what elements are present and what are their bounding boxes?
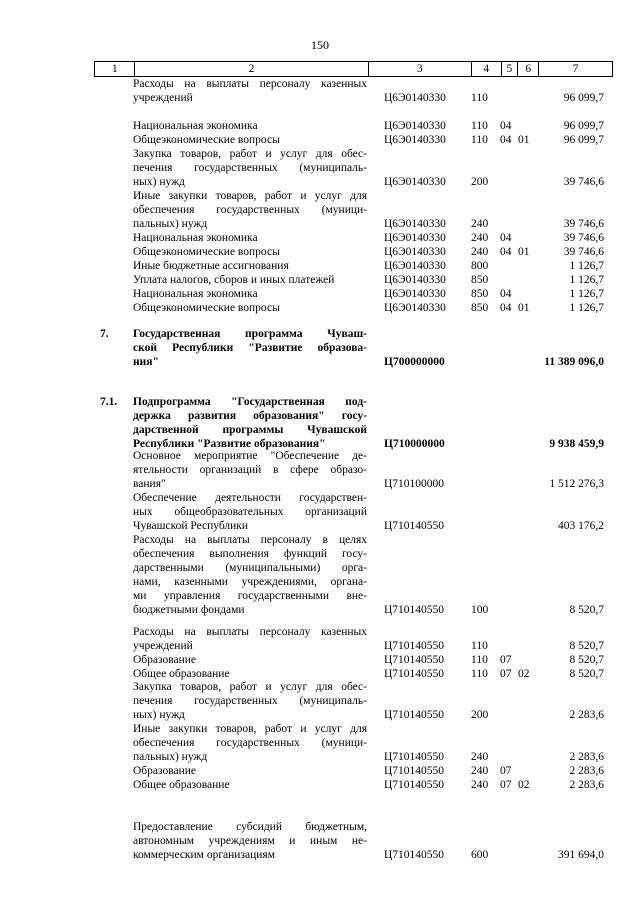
section-code: 04 (500, 302, 512, 314)
row-name-line: автономным учреждениям и иным не- (133, 834, 367, 847)
amount: 11 389 096,0 (544, 355, 604, 368)
row-name-line: Закупка товаров, работ и услуг для обес- (133, 681, 367, 693)
row-number: 7. (100, 328, 109, 340)
row-name-line: Расходы на выплаты персоналу в целях (133, 534, 367, 546)
expense-type: 100 (471, 603, 489, 616)
row-name-line: Государственная программа Чуваш- (133, 328, 367, 340)
row-name (133, 274, 367, 288)
row-name-line: Иные бюджетные ассигнования (133, 260, 289, 272)
row-name (133, 134, 367, 148)
target-code: Ц6Э0140330 (384, 91, 446, 104)
row-name-line: Подпрограмма "Государственная под- (133, 396, 367, 408)
column-header: 5 (501, 62, 518, 77)
row-name-line: Расходы на выплаты персоналу казенных (133, 626, 367, 638)
expense-type: 110 (471, 668, 488, 680)
row-name-line: дарственными (муниципальными) орга- (133, 561, 367, 574)
row-name-line: Обеспечение деятельности государствен- (133, 492, 367, 504)
expense-type: 110 (471, 120, 488, 132)
row-name-line: Общеэкономические вопросы (133, 246, 280, 258)
amount: 8 520,7 (569, 603, 604, 616)
column-header: 7 (539, 62, 613, 77)
subsection-code: 01 (518, 246, 530, 258)
column-header: 4 (471, 62, 501, 77)
row-name-line: Расходы на выплаты персоналу казенных (133, 78, 367, 90)
row-name (133, 190, 367, 232)
target-code: Ц6Э0140330 (384, 260, 446, 272)
amount: 391 694,0 (558, 848, 604, 861)
row-name-line: пальных) нужд (133, 750, 208, 763)
row-name-line: вания" (133, 477, 166, 490)
row-name-line: Иные закупки товаров, работ и услуг для (133, 190, 367, 202)
amount: 1 126,7 (569, 302, 604, 314)
expense-type: 800 (471, 260, 489, 272)
section-code: 04 (500, 120, 512, 132)
row-name (133, 534, 367, 617)
section-code: 07 (500, 765, 512, 777)
expense-type: 240 (471, 779, 489, 791)
row-name-line: Основное мероприятие "Обеспечение де- (133, 450, 367, 462)
row-name-line: Республики "Развитие образования" (133, 437, 326, 450)
section-code: 04 (500, 246, 512, 258)
row-name-line: ных) нужд (133, 708, 185, 721)
row-name-line: Образование (133, 654, 197, 666)
amount: 39 746,6 (563, 217, 604, 230)
amount: 1 126,7 (569, 260, 604, 272)
amount: 8 520,7 (569, 654, 604, 666)
row-name (133, 492, 367, 534)
row-name-line: ятельности организаций в сфере образо- (133, 463, 367, 476)
expense-type: 240 (471, 750, 489, 763)
target-code: Ц6Э0140330 (384, 232, 446, 244)
row-name-line: бюджетными фондами (133, 603, 245, 616)
row-name-line: ния" (133, 355, 159, 368)
row-name (133, 821, 367, 863)
expense-type: 240 (471, 217, 489, 230)
target-code: Ц710140550 (384, 603, 445, 616)
subsection-code: 02 (518, 668, 530, 680)
target-code: Ц6Э0140330 (384, 120, 446, 132)
amount: 39 746,6 (563, 232, 604, 244)
expense-type: 850 (471, 302, 489, 314)
row-name (133, 232, 367, 246)
row-name-line: печения государственных (муниципаль- (133, 161, 367, 174)
amount: 1 126,7 (569, 274, 604, 286)
row-name-line: Иные закупки товаров, работ и услуг для (133, 723, 367, 735)
row-name (133, 396, 367, 452)
row-number: 7.1. (100, 396, 118, 408)
row-name (133, 450, 367, 492)
amount: 8 520,7 (569, 639, 604, 652)
row-name-line: Общее образование (133, 779, 230, 791)
target-code: Ц710140550 (384, 668, 445, 680)
amount: 2 283,6 (569, 765, 604, 777)
expense-type: 850 (471, 274, 489, 286)
row-name-line: учреждений (133, 639, 193, 652)
row-name-line: ми управления государственными вне- (133, 589, 367, 602)
expense-type: 200 (471, 708, 489, 721)
row-name-line: Закупка товаров, работ и услуг для обес- (133, 148, 367, 160)
target-code: Ц710140550 (384, 654, 445, 666)
row-name-line: ской Республики "Развитие образова- (133, 341, 367, 354)
target-code: Ц710140550 (384, 765, 445, 777)
amount: 2 283,6 (569, 750, 604, 763)
section-code: 07 (500, 779, 512, 791)
amount: 403 176,2 (558, 519, 604, 532)
section-code: 04 (500, 288, 512, 300)
row-name-line: печения государственных (муниципаль- (133, 694, 367, 707)
amount: 2 283,6 (569, 708, 604, 721)
amount: 96 099,7 (563, 91, 604, 104)
expense-type: 110 (471, 639, 488, 652)
row-name-line: учреждений (133, 91, 193, 104)
row-name-line: Общее образование (133, 668, 230, 680)
column-header-row (94, 61, 613, 77)
column-header: 1 (95, 62, 135, 77)
column-header: 6 (518, 62, 539, 77)
target-code: Ц710140550 (384, 848, 445, 861)
row-name-line: Уплата налогов, сборов и иных платежей (133, 274, 335, 286)
amount: 39 746,6 (563, 175, 604, 188)
row-name-line: Предоставление субсидий бюджетным, (133, 821, 367, 833)
row-name-line: коммерческим организациям (133, 848, 275, 861)
target-code: Ц710140550 (384, 639, 445, 652)
amount: 2 283,6 (569, 779, 604, 791)
expense-type: 600 (471, 848, 489, 861)
row-name (133, 260, 367, 274)
target-code: Ц710140550 (384, 519, 445, 532)
expense-type: 850 (471, 288, 489, 300)
expense-type: 110 (471, 91, 488, 104)
row-name-line: обеспечения выполнения функций госу- (133, 547, 367, 560)
row-name-line: пальных) нужд (133, 217, 208, 230)
row-name (133, 78, 367, 106)
page-number: 150 (311, 38, 329, 52)
section-code: 04 (500, 134, 512, 146)
row-name (133, 328, 367, 370)
row-name-line: обеспечения государственных (муници- (133, 736, 367, 749)
row-name (133, 246, 367, 260)
column-header: 3 (368, 62, 471, 77)
section-code: 04 (500, 232, 512, 244)
target-code: Ц710100000 (384, 477, 445, 490)
row-name (133, 288, 367, 302)
expense-type: 240 (471, 232, 489, 244)
expense-type: 110 (471, 654, 488, 666)
row-name (133, 148, 367, 190)
target-code: Ц6Э0140330 (384, 246, 446, 258)
target-code: Ц6Э0140330 (384, 302, 446, 314)
row-name-line: держка развития образования" госу- (133, 409, 367, 422)
target-code: Ц710000000 (384, 437, 445, 450)
row-name (133, 302, 367, 316)
row-name (133, 668, 367, 682)
subsection-code: 01 (518, 302, 530, 314)
amount: 39 746,6 (563, 246, 604, 258)
target-code: Ц6Э0140330 (384, 217, 446, 230)
subsection-code: 01 (518, 134, 530, 146)
row-name-line: Общеэкономические вопросы (133, 134, 280, 146)
row-name-line: Образование (133, 765, 197, 777)
row-name (133, 681, 367, 723)
row-name (133, 626, 367, 654)
row-name-line: дарственной программы Чувашской (133, 423, 367, 436)
row-name (133, 765, 367, 779)
row-name-line: Национальная экономика (133, 120, 258, 132)
column-header: 2 (135, 62, 368, 77)
amount: 8 520,7 (569, 668, 604, 680)
expense-type: 200 (471, 175, 489, 188)
target-code: Ц6Э0140330 (384, 134, 446, 146)
row-name-line: обеспечения государственных (муници- (133, 203, 367, 216)
row-name (133, 120, 367, 134)
row-name (133, 779, 367, 793)
row-name (133, 654, 367, 668)
target-code: Ц6Э0140330 (384, 274, 446, 286)
row-name-line: ных общеобразовательных организаций (133, 505, 367, 518)
target-code: Ц6Э0140330 (384, 175, 446, 188)
target-code: Ц710140550 (384, 708, 445, 721)
amount: 1 512 276,3 (549, 477, 604, 490)
target-code: Ц700000000 (384, 355, 445, 368)
section-code: 07 (500, 654, 512, 666)
row-name-line: нами, казенными учреждениями, органа- (133, 575, 367, 588)
row-name-line: Общеэкономические вопросы (133, 302, 280, 314)
target-code: Ц710140550 (384, 750, 445, 763)
target-code: Ц710140550 (384, 779, 445, 791)
amount: 1 126,7 (569, 288, 604, 300)
target-code: Ц6Э0140330 (384, 288, 446, 300)
subsection-code: 02 (518, 779, 530, 791)
row-name (133, 723, 367, 765)
amount: 96 099,7 (563, 134, 604, 146)
row-name-line: Чувашской Республики (133, 519, 249, 532)
expense-type: 240 (471, 246, 489, 258)
amount: 96 099,7 (563, 120, 604, 132)
amount: 9 938 459,9 (549, 437, 604, 450)
section-code: 07 (500, 668, 512, 680)
expense-type: 110 (471, 134, 488, 146)
row-name-line: ных) нужд (133, 175, 185, 188)
expense-type: 240 (471, 765, 489, 777)
row-name-line: Национальная экономика (133, 232, 258, 244)
row-name-line: Национальная экономика (133, 288, 258, 300)
